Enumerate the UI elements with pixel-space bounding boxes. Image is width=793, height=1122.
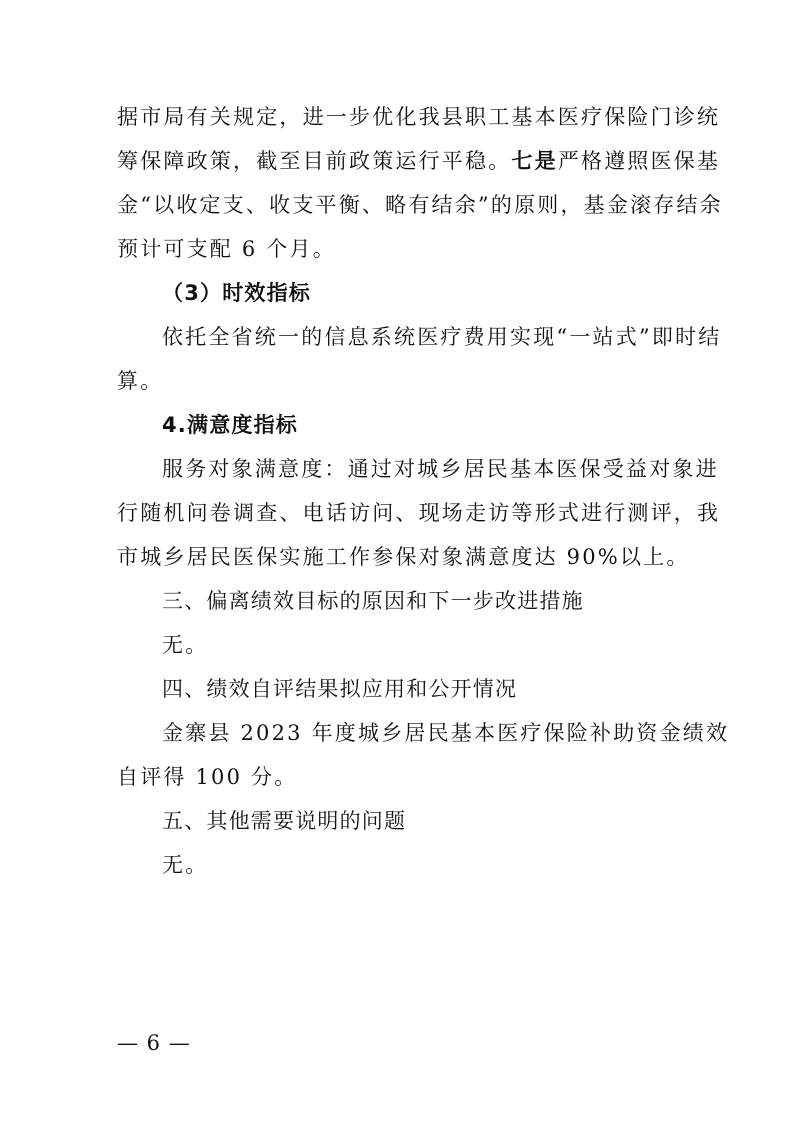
paragraph-line [117,146,720,176]
paragraph-line: 服务对象满意度：通过对城乡居民基本医保受益对象进 [162,457,719,481]
paragraph-line: 无。 [162,633,209,657]
paragraph-line: 预计可支配 6 个月。 [117,237,336,261]
section-heading-4: 四、绩效自评结果拟应用和公开情况 [162,677,518,701]
paragraph-text: 严格遵照医保基 [557,149,721,173]
page-number: — 6 — [117,1031,191,1055]
paragraph-line: 市城乡居民医保实施工作参保对象满意度达 90%以上。 [117,545,690,569]
paragraph-line: 行随机问卷调查、电话访问、现场走访等形式进行测评，我 [117,501,721,525]
paragraph-line: 据市局有关规定，进一步优化我县职工基本医疗保险门诊统 [117,105,721,129]
paragraph-line: 自评得 100 分。 [117,765,298,789]
paragraph-line: 依托全省统一的信息系统医疗费用实现“一站式”即时结 [162,325,722,349]
subheading-satisfaction: 4.满意度指标 [162,413,298,437]
section-heading-3: 三、偏离绩效目标的原因和下一步改进措施 [162,589,584,613]
emphasis-text: 七是 [511,149,558,173]
paragraph-line: 算。 [117,369,164,393]
paragraph-line: 金寨县 2023 年度城乡居民基本医疗保险补助资金绩效 [162,721,730,745]
section-heading-5: 五、其他需要说明的问题 [162,809,407,833]
subheading-timeliness: （3）时效指标 [162,281,312,305]
paragraph-line: 无。 [162,853,209,877]
paragraph-line: 金“以收定支、收支平衡、略有结余”的原则，基金滚存结余 [117,193,723,217]
paragraph-text: 筹保障政策，截至目前政策运行平稳。 [117,149,512,173]
